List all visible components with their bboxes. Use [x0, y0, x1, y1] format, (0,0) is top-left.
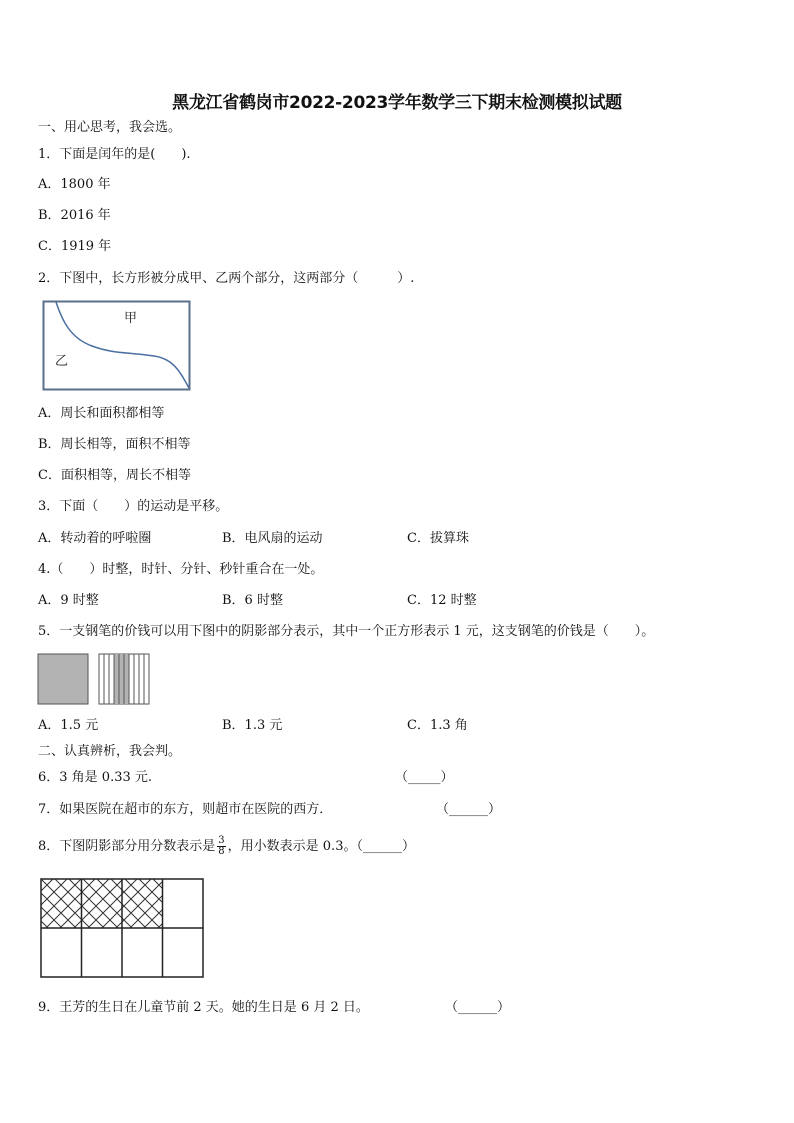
shaded-strips: [114, 654, 129, 704]
question-6-stem: 6．3 角是 0.33 元.: [38, 770, 153, 785]
tenths-square: [99, 654, 149, 704]
section-2-heading: 二、认真辨析，我会判。: [38, 744, 182, 759]
question-5-squares-figure: [37, 653, 153, 705]
question-5-stem: 5．一支钢笔的价钱可以用下图中的阴影部分表示，其中一个正方形表示 1 元，这支钢笔的价钱是（ ）。: [38, 624, 655, 639]
section-1-heading: 一、用心思考，我会选。: [38, 120, 182, 135]
question-2-option-a: A．周长和面积都相等: [38, 406, 165, 421]
question-7-stem: 7．如果医院在超市的东方，则超市在医院的西方．: [38, 802, 333, 817]
question-8-text-before: 8．下图阴影部分用分数表示是: [38, 839, 216, 854]
hatched-cell-1: [41, 879, 82, 928]
full-shaded-square: [38, 654, 88, 704]
question-2-rectangle-figure: [42, 300, 192, 392]
rectangle-outline: [44, 302, 190, 390]
fraction-three-eighths: [217, 836, 225, 857]
question-5-option-b: B．1.3 元: [222, 718, 283, 733]
page-title: 黑龙江省鹤岗市2022-2023学年数学三下期末检测模拟试题: [172, 93, 622, 113]
label-yi: 乙: [55, 354, 69, 369]
question-8-grid-figure: [40, 878, 206, 980]
question-1-stem: 1．下面是闰年的是( ).: [38, 147, 191, 162]
question-3-option-b: B．电风扇的运动: [222, 531, 323, 546]
question-3-stem: 3．下面（ ）的运动是平移。: [38, 499, 229, 514]
question-1-option-c: C．1919 年: [38, 239, 112, 254]
question-8-stem: [38, 836, 415, 857]
question-7-answer-blank: （______）: [436, 802, 502, 817]
hatched-cell-2: [82, 879, 123, 928]
question-4-option-c: C．12 时整: [407, 593, 477, 608]
question-8-text-after: ，用小数表示是 0.3。（______）: [227, 839, 415, 854]
question-4-option-a: A．9 时整: [38, 593, 99, 608]
hatched-cell-3: [122, 879, 163, 928]
fraction-denominator: 8: [218, 846, 225, 857]
question-4-stem: 4.（ ）时整，时针、分针、秒针重合在一处。: [38, 562, 324, 577]
fraction-numerator: 3: [218, 835, 225, 846]
question-1-option-b: B．2016 年: [38, 208, 111, 223]
question-4-option-b: B．6 时整: [222, 593, 283, 608]
question-5-option-a: A．1.5 元: [38, 718, 99, 733]
question-1-option-a: A．1800 年: [38, 177, 111, 192]
question-2-option-c: C．面积相等，周长不相等: [38, 468, 191, 483]
label-jia: 甲: [124, 311, 138, 326]
question-9-answer-blank: （______）: [445, 1000, 511, 1015]
question-2-option-b: B．周长相等，面积不相等: [38, 437, 191, 452]
question-3-option-c: C．拔算珠: [407, 531, 469, 546]
dividing-curve: [56, 302, 189, 388]
question-2-stem: 2．下图中，长方形被分成甲、乙两个部分，这两部分（ ）.: [38, 271, 415, 286]
question-3-option-a: A．转动着的呼啦圈: [38, 531, 152, 546]
question-9-stem: 9．王芳的生日在儿童节前 2 天。她的生日是 6 月 2 日。: [38, 1000, 369, 1015]
question-6-answer-blank: （_____）: [395, 770, 454, 785]
question-5-option-c: C．1.3 角: [407, 718, 468, 733]
